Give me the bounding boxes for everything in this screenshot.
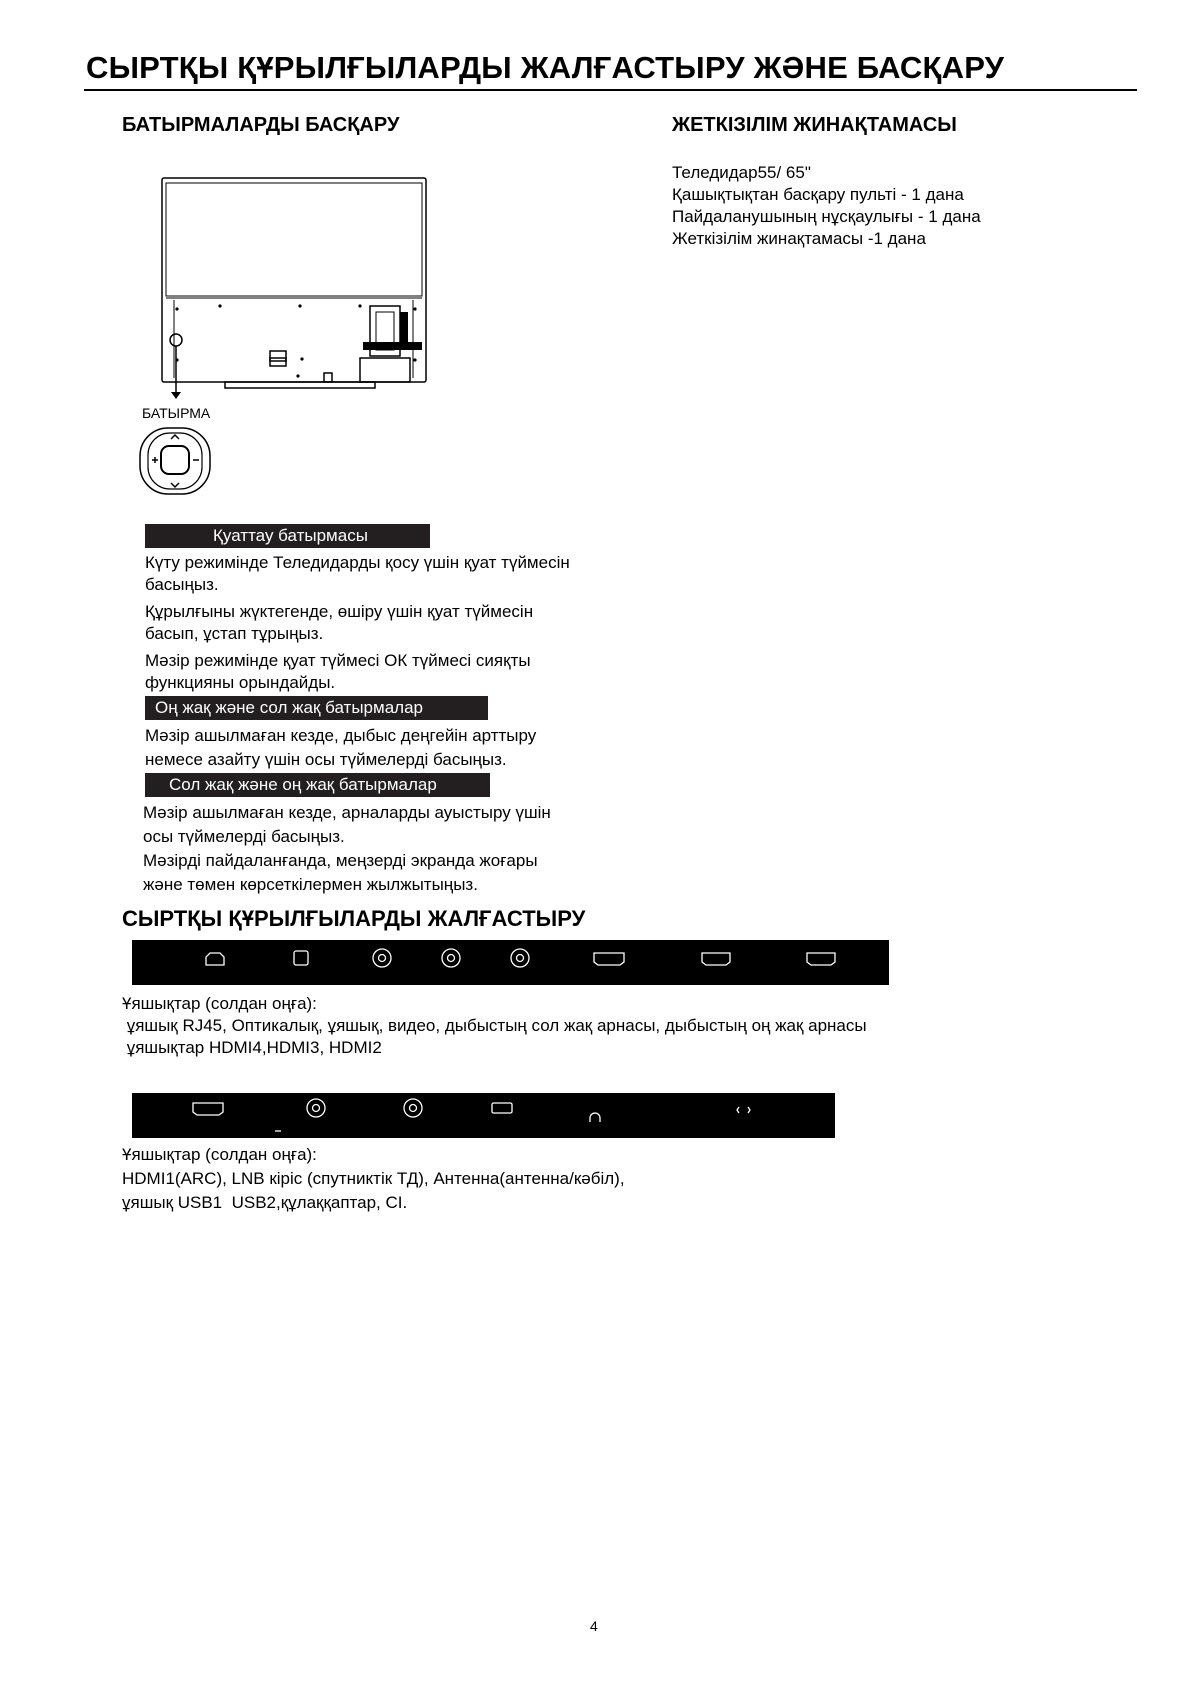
power-text: Күту режимінде Теледидарды қосу үшін қуат түймесін басыңыз. Құрылғыны жүктегенде, өшіру үшін қуат түймесін басып, ұстап тұрыңыз. Мәзір режимінде қуат түймесі ОК түймесі сияқты функцияны орындайды. <box>145 553 570 692</box>
joystick-button-icon <box>138 426 212 496</box>
hdmi2-icon <box>807 953 835 965</box>
port-panel-1 <box>132 940 889 985</box>
antenna-jack-icon <box>404 1099 422 1117</box>
usb-icon <box>492 1103 512 1113</box>
package-item: Қашықтықтан басқару пульті - 1 дана <box>672 185 964 204</box>
package-heading: ЖЕТКІЗІЛІМ ЖИНАҚТАМАСЫ <box>672 114 957 136</box>
package-list <box>672 162 981 250</box>
title-divider <box>84 89 1137 91</box>
left-right-text: Мәзір ашылмаған кезде, арналарды ауыстыру үшін осы түймелерді басыңыз. Мәзірді пайдаланғанда, меңзерді экранда жоғары және төмен көрсеткілермен жылжытыңыз. <box>143 803 551 894</box>
page-title: СЫРТҚЫ ҚҰРЫЛҒЫЛАРДЫ ЖАЛҒАСТЫРУ ЖӘНЕ БАСҚАРУ <box>86 50 1005 85</box>
audio-left-jack-icon <box>442 949 460 967</box>
lnb-jack-icon <box>307 1099 325 1117</box>
right-left-buttons-label: Оң жақ және сол жақ батырмалар <box>145 696 488 720</box>
audio-right-jack-icon <box>511 949 529 967</box>
package-item: Жеткізілім жинақтамасы -1 дана <box>672 229 926 248</box>
hdmi4-icon <box>594 953 624 965</box>
optical-icon <box>294 951 308 965</box>
headphone-icon <box>590 1113 600 1122</box>
connect-heading: СЫРТҚЫ ҚҰРЫЛҒЫЛАРДЫ ЖАЛҒАСТЫРУ <box>122 906 586 931</box>
panel1-description: Ұяшықтар (солдан оңға): ұяшық RJ45, Оптикалық, ұяшық, видео, дыбыстың сол жақ арнасы, дыбыстың оң жақ арнасы ұяшықтар HDMI4,HDMI3, HDMI2 <box>122 994 867 1057</box>
package-item: Пайдаланушының нұсқаулығы - 1 дана <box>672 207 981 226</box>
ci-slot-icon <box>737 1107 750 1113</box>
page-number: 4 <box>590 1618 598 1634</box>
buttons-heading: БАТЫРМАЛАРДЫ БАСҚАРУ <box>122 114 400 136</box>
left-right-buttons-label: Сол жақ және оң жақ батырмалар <box>145 773 490 797</box>
hdmi1-arc-icon <box>193 1103 281 1131</box>
right-left-text: Мәзір ашылмаған кезде, дыбыс деңгейін арттыру немесе азайту үшін осы түймелерді басыңыз. <box>145 726 537 769</box>
panel2-description: Ұяшықтар (солдан оңға): HDMI1(ARC), LNB кіріс (спутниктік ТД), Антенна(антенна/кәбіл), ұяшық USB1 USB2,құлаққаптар, CI. <box>122 1145 625 1212</box>
button-label: БАТЫРМА <box>142 405 211 421</box>
package-item: Теледидар55/ 65" <box>672 163 811 182</box>
video-jack-icon <box>373 949 391 967</box>
port-panel-2 <box>132 1093 835 1138</box>
hdmi3-icon <box>702 953 730 965</box>
power-button-label: Қуаттау батырмасы <box>145 524 430 548</box>
ethernet-icon <box>206 953 224 965</box>
